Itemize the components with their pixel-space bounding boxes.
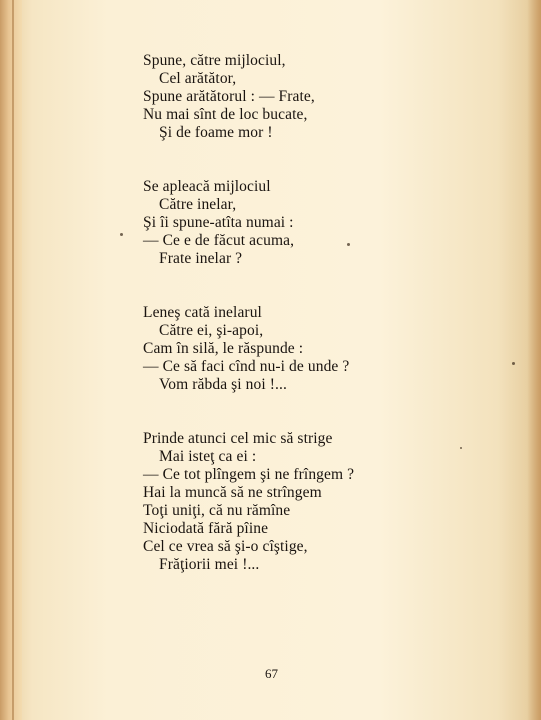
paper-speck <box>512 362 515 365</box>
verse-line: Spune arătătorul : — Frate, <box>143 88 315 105</box>
stanza-2 <box>143 178 294 268</box>
verse-line: Nu mai sînt de loc bucate, <box>143 106 308 123</box>
paper-speck <box>347 243 350 246</box>
verse-line: Spune, către mijlociul, <box>143 52 286 69</box>
verse-line: Către inelar, <box>159 196 237 213</box>
verse-line: — Ce e de făcut acuma, <box>143 232 295 249</box>
verse-line: Leneş cată inelarul <box>143 304 262 321</box>
binding-line <box>12 0 14 720</box>
verse-line: Frate inelar ? <box>159 250 243 267</box>
verse-line: Şi îi spune-atîta numai : <box>143 214 294 231</box>
book-spine <box>0 0 22 720</box>
verse-line: Niciodată fără pîine <box>143 520 269 537</box>
verse-line: Frăţiorii mei !... <box>159 556 260 573</box>
verse-line: Către ei, şi-apoi, <box>159 322 264 339</box>
page-edge-shadow <box>527 0 541 720</box>
verse-line: Şi de foame mor ! <box>159 124 273 141</box>
verse-line: — Ce tot plîngem şi ne frîngem ? <box>143 466 355 483</box>
verse-line: Mai isteţ ca ei : <box>159 448 257 465</box>
verse-line: Toţi uniţi, că nu rămîne <box>143 502 291 519</box>
verse-line: Cel ce vrea să şi-o cîştige, <box>143 538 308 555</box>
verse-line: Cel arătător, <box>159 70 237 87</box>
stanza-1 <box>143 52 315 142</box>
paper-speck <box>460 447 462 449</box>
verse-line: — Ce să faci cînd nu-i de unde ? <box>143 358 350 375</box>
verse-line: Se apleacă mijlociul <box>143 178 271 195</box>
verse-line: Vom răbda şi noi !... <box>159 376 287 393</box>
verse-line: Hai la muncă să ne strîngem <box>143 484 322 501</box>
verse-line: Cam în silă, le răspunde : <box>143 340 304 357</box>
paper-speck <box>120 233 123 236</box>
verse-line: Prinde atunci cel mic să strige <box>143 430 333 447</box>
stanza-3 <box>143 304 349 394</box>
stanza-4 <box>143 430 354 574</box>
page-number: 67 <box>265 666 278 681</box>
